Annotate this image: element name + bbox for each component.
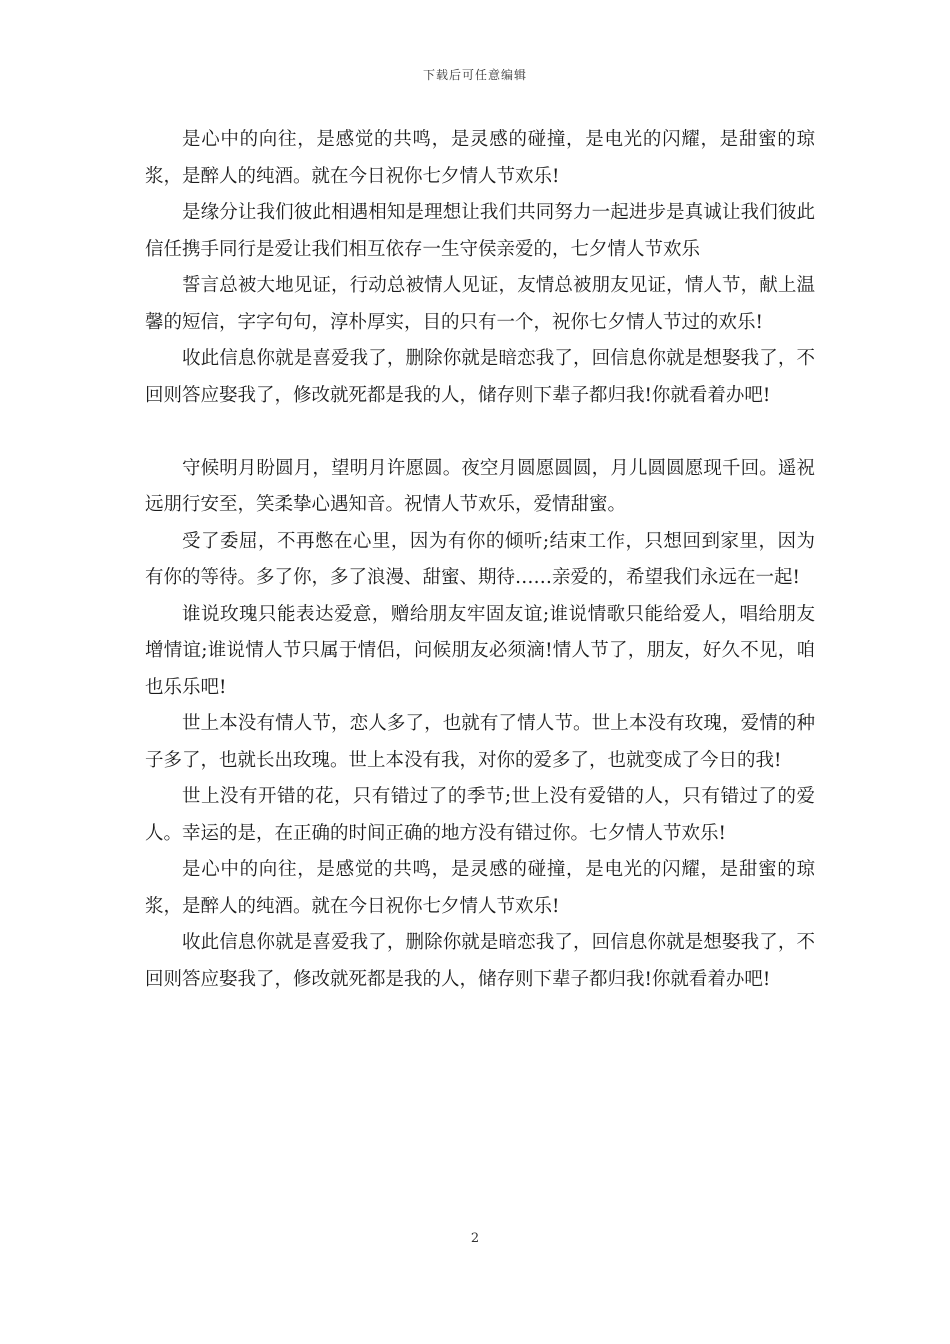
page-number: 2 <box>470 1231 480 1246</box>
paragraph: 谁说玫瑰只能表达爱意，赠给朋友牢固友谊;谁说情歌只能给爱人，唱给朋友增情谊;谁说情人节只属于情侣，问候朋友必须滴!情人节了，朋友，好久不见，咱也乐乐吧! <box>145 603 815 698</box>
paragraph: 是心中的向往，是感觉的共鸣，是灵感的碰撞，是电光的闪耀，是甜蜜的琼浆，是醉人的纯酒。就在今日祝你七夕情人节欢乐! <box>145 859 815 917</box>
paragraph: 世上本没有情人节，恋人多了，也就有了情人节。世上本没有玫瑰，爱情的种子多了，也就长出玫瑰。世上本没有我，对你的爱多了，也就变成了今日的我! <box>145 713 815 771</box>
paragraph: 是心中的向往，是感觉的共鸣，是灵感的碰撞，是电光的闪耀，是甜蜜的琼浆，是醉人的纯酒。就在今日祝你七夕情人节欢乐! <box>145 129 815 187</box>
paragraph: 誓言总被大地见证，行动总被情人见证，友情总被朋友见证，情人节，献上温馨的短信，字字句句，淳朴厚实，目的只有一个，祝你七夕情人节过的欢乐! <box>145 275 815 333</box>
document-body <box>145 122 815 998</box>
page-header: 下载后可任意编辑 <box>422 68 527 82</box>
paragraph: 受了委屈，不再憋在心里，因为有你的倾听;结束工作，只想回到家里，因为有你的等待。多了你，多了浪漫、甜蜜、期待……亲爱的，希望我们永远在一起! <box>145 530 815 588</box>
paragraph: 守候明月盼圆月，望明月许愿圆。夜空月圆愿圆圆，月儿圆圆愿现千回。遥祝远朋行安至，笑柔挚心遇知音。祝情人节欢乐，爱情甜蜜。 <box>145 457 815 515</box>
blank-line <box>145 414 815 451</box>
paragraph: 收此信息你就是喜爱我了，删除你就是暗恋我了，回信息你就是想娶我了，不回则答应娶我了，修改就死都是我的人，储存则下辈子都归我!你就看着办吧! <box>145 348 815 406</box>
paragraph: 世上没有开错的花，只有错过了的季节;世上没有爱错的人，只有错过了的爱人。幸运的是，在正确的时间正确的地方没有错过你。七夕情人节欢乐! <box>145 786 815 844</box>
paragraph: 是缘分让我们彼此相遇相知是理想让我们共同努力一起进步是真诚让我们彼此信任携手同行是爱让我们相互依存一生守侯亲爱的，七夕情人节欢乐 <box>145 202 815 260</box>
paragraph: 收此信息你就是喜爱我了，删除你就是暗恋我了，回信息你就是想娶我了，不回则答应娶我了，修改就死都是我的人，储存则下辈子都归我!你就看着办吧! <box>145 932 815 990</box>
